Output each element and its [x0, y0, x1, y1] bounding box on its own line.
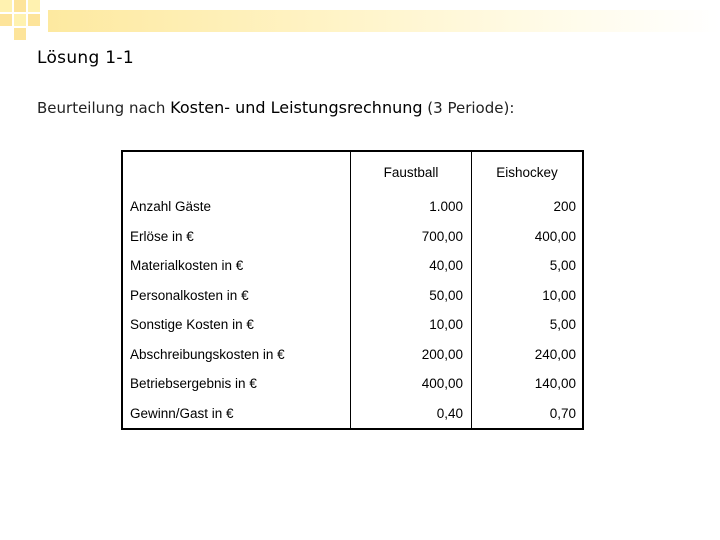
value-eishockey: 200 — [553, 199, 576, 215]
value-faustball: 200,00 — [351, 340, 472, 370]
decor-square — [14, 0, 26, 12]
slide-subtitle — [37, 98, 514, 117]
table-row — [122, 310, 583, 340]
value-eishockey: 5,00 — [549, 317, 576, 333]
decor-square — [0, 14, 12, 26]
row-label: Materialkosten in € — [122, 251, 351, 281]
value-faustball: 700,00 — [351, 222, 472, 252]
value-faustball: 10,00 — [351, 310, 472, 340]
decor-square — [0, 0, 12, 12]
value-eishockey: 0,70 — [549, 405, 576, 421]
header-empty — [122, 151, 351, 192]
table-row — [122, 222, 583, 252]
header-eishockey: Eishockey — [496, 164, 558, 180]
value-faustball: 1.000 — [351, 192, 472, 222]
table-row — [122, 281, 583, 311]
decor-square — [14, 14, 26, 26]
table-header-row — [122, 151, 583, 192]
value-faustball: 40,00 — [351, 251, 472, 281]
table-row — [122, 399, 583, 430]
row-label: Personalkosten in € — [122, 281, 351, 311]
table-row — [122, 251, 583, 281]
value-eishockey: 400,00 — [534, 228, 576, 244]
row-label: Gewinn/Gast in € — [122, 399, 351, 430]
decor-square — [28, 14, 40, 26]
value-faustball: 400,00 — [351, 369, 472, 399]
decor-gradient-bar — [48, 10, 720, 32]
decor-square — [14, 28, 26, 40]
value-eishockey: 140,00 — [534, 376, 576, 392]
table-row — [122, 192, 583, 222]
table-row — [122, 369, 583, 399]
value-eishockey: 5,00 — [549, 258, 576, 274]
subtitle-emphasis: Kosten- und Leistungsrechnung — [170, 98, 423, 117]
row-label: Erlöse in € — [122, 222, 351, 252]
header-decoration — [0, 0, 720, 40]
row-label: Anzahl Gäste — [122, 192, 351, 222]
row-label: Abschreibungskosten in € — [122, 340, 351, 370]
subtitle-suffix: (3 Periode): — [422, 99, 515, 117]
header-faustball: Faustball — [351, 151, 472, 192]
value-eishockey: 240,00 — [534, 346, 576, 362]
row-label: Betriebsergebnis in € — [122, 369, 351, 399]
value-eishockey: 10,00 — [542, 287, 576, 303]
slide-title: Lösung 1-1 — [37, 48, 134, 68]
table-row — [122, 340, 583, 370]
value-faustball: 50,00 — [351, 281, 472, 311]
cost-table — [121, 150, 584, 430]
decor-square — [28, 0, 40, 12]
value-faustball: 0,40 — [351, 399, 472, 430]
subtitle-prefix: Beurteilung nach — [37, 99, 171, 117]
row-label: Sonstige Kosten in € — [122, 310, 351, 340]
